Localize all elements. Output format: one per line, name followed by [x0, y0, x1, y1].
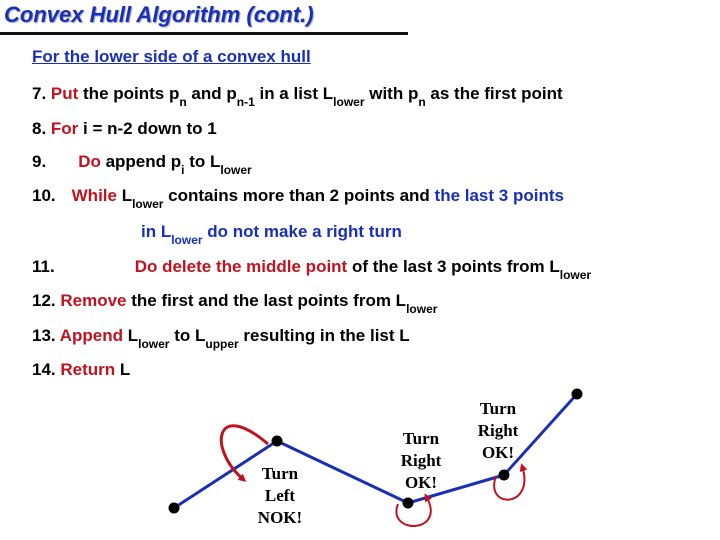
step-8: 8. For i = n-2 down to 1 [32, 119, 217, 138]
caption-turn-right-2: Turn Right OK! [477, 399, 519, 462]
step-10: 10. While $L_{lower}$ contains more than 2 points and the last 3 points [32, 186, 564, 211]
caption-turn-left: Turn Left NOK! [257, 464, 303, 527]
point-4 [499, 470, 510, 481]
point-5 [572, 389, 583, 400]
caption-turn-right-1: Turn Right OK! [400, 429, 442, 492]
point-1 [169, 503, 180, 514]
point-2 [272, 436, 283, 447]
step-13: 13. Append $L_{lower}$ to $L_{upper}$ resulting in the list L [32, 326, 410, 351]
step-12: 12. Remove the first and the last points from $L_{lower}$ [32, 291, 438, 316]
step-9: 9. Do append $p_i$ to $L_{lower}$ [32, 152, 252, 177]
slide-subtitle: For the lower side of a convex hull [32, 47, 311, 66]
step-7: 7. Put the points $p_n$ and $p_{n-1}$ in a list $L_{lower}$ with $p_n$ as the first point [32, 84, 563, 109]
step-10-continuation: in $L_{lower}$ do not make a right turn [141, 222, 402, 247]
step-14: 14. Return L [32, 360, 131, 379]
step-11: 11. Do delete the middle point of the last 3 points from $L_{lower}$ [32, 257, 592, 282]
point-3 [403, 498, 414, 509]
slide-title: Convex Hull Algorithm (cont.) [4, 2, 314, 27]
